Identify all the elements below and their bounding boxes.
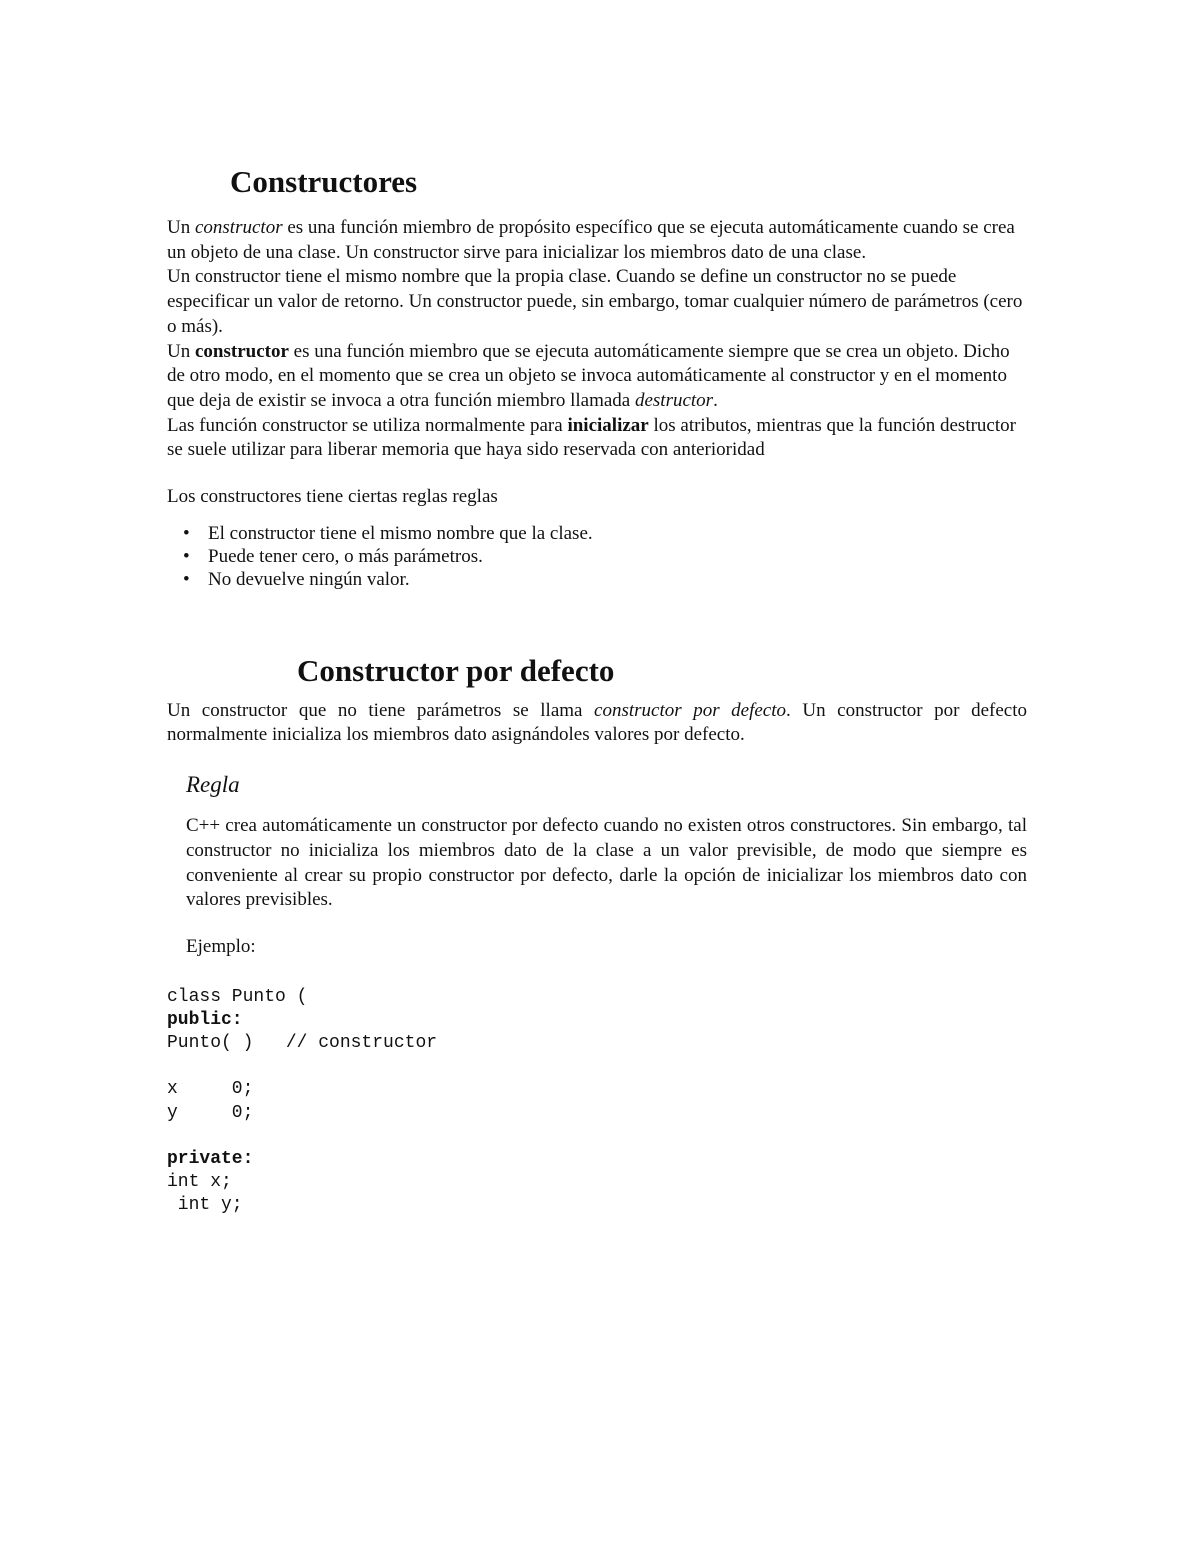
bold-term: inicializar	[567, 414, 649, 436]
text-run: es una función miembro de propósito específico que se ejecuta automáticamente cuando se crea un objeto de una clase. Un constructor sirve para inicializar los miembros dato de una clase.	[167, 217, 1015, 263]
code-line: class Punto (	[167, 986, 308, 1007]
paragraph-definition	[167, 216, 1027, 265]
spacer	[167, 591, 1027, 649]
text-run: es una función miembro que se ejecuta automáticamente siempre que se crea un objeto. Dicho de otro modo, en el momento que se crea un objeto se invoca automáticamente al constructor y en el momento que deja de existir se invoca a otra función miembro llamada	[167, 340, 1010, 411]
code-blank-line	[167, 1125, 1027, 1148]
section-title-constructores: Constructores	[230, 164, 418, 199]
document-content	[167, 160, 1027, 1218]
regla-heading: Regla	[186, 772, 240, 798]
section-title-constructor-por-defecto: Constructor por defecto	[297, 652, 615, 688]
code-line: Punto( ) // constructor	[167, 1033, 438, 1054]
ejemplo-label: Ejemplo:	[186, 935, 256, 957]
text-run: Un constructor que no tiene parámetros se llama	[167, 699, 595, 721]
paragraph-name-rule: Un constructor tiene el mismo nombre que la propia clase. Cuando se define un constructor no se puede especificar un valor de retorno. Un constructor puede, sin embargo, tomar cualquier número de parámetros (cero o más).	[167, 266, 1023, 337]
italic-term: constructor	[194, 217, 283, 238]
list-item: • El constructor tiene el mismo nombre que la clase.	[167, 522, 1027, 545]
text-run: .	[713, 389, 718, 411]
list-item: • Puede tener cero, o más parámetros.	[167, 545, 1027, 568]
regla-block	[186, 770, 1027, 960]
paragraph-default-constructor	[167, 699, 1027, 748]
code-line: x 0;	[167, 1079, 254, 1100]
italic-term: destructor	[634, 389, 714, 411]
text-run: Un	[167, 340, 195, 362]
code-line: public:	[167, 1009, 243, 1030]
rules-list	[167, 522, 1027, 591]
code-line: int x;	[167, 1172, 232, 1193]
spacer	[167, 463, 1027, 485]
bold-term: constructor	[194, 340, 289, 362]
rules-intro: Los constructores tiene ciertas reglas reglas	[167, 486, 498, 508]
text-run: . Un constructor por defecto normalmente inicializa los miembros dato asignándoles valores por defecto.	[167, 699, 1027, 746]
italic-term: constructor por defecto	[594, 699, 787, 721]
paragraph-automatic-execution	[167, 340, 1027, 414]
code-block	[167, 986, 1027, 1218]
code-line: int y;	[167, 1195, 243, 1216]
code-blank-line	[167, 1055, 1027, 1078]
list-item: • No devuelve ningún valor.	[167, 568, 1027, 591]
text-run: los atributos, mientras que la función destructor se suele utilizar para liberar memoria que haya sido reservada con anterioridad	[167, 414, 1016, 461]
regla-paragraph: C++ crea automáticamente un constructor por defecto cuando no existen otros constructores. Sin embargo, tal constructor no inicializa los miembros dato de la clase a un valor previsible, de modo que siempre es conveniente al crear su propio constructor por defecto, darle la opción de inicializar los miembros dato con valores previsibles.	[186, 815, 1027, 911]
code-line: y 0;	[167, 1102, 254, 1123]
code-line: private:	[167, 1149, 254, 1170]
text-run: Un	[167, 217, 195, 238]
paragraph-initialize	[167, 414, 1027, 463]
text-run: Las función constructor se utiliza normalmente para	[167, 414, 568, 436]
